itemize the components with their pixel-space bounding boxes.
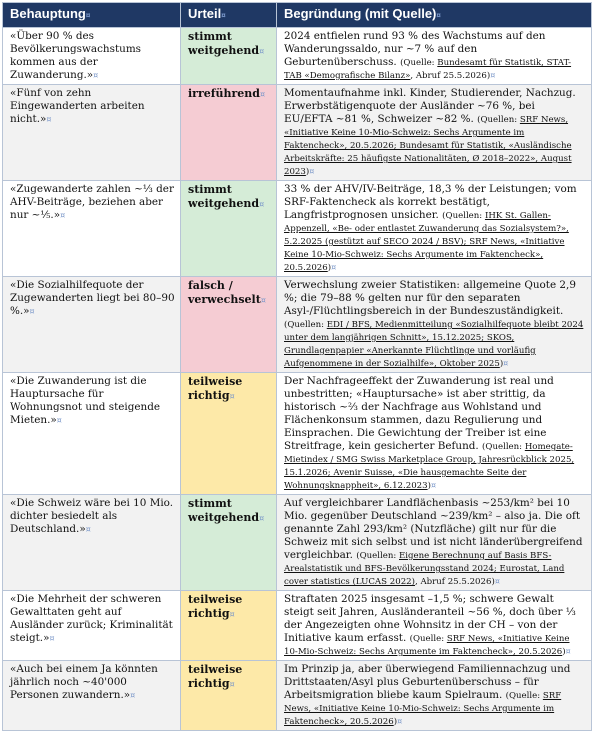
table-row — [3, 28, 592, 85]
source-link[interactable]: Eigene Berechnung auf Basis BFS-Arealstatistik und BFS-Bevölkerungsstand 2024; Eurostat, Land cover statistics (LUCAS 2022) — [284, 551, 565, 587]
verdict-cell: teilweise richtig¤ — [181, 373, 277, 495]
verdict-cell: teilweise richtig¤ — [181, 591, 277, 661]
claim-cell: «Auch bei einem Ja könnten jährlich noch ~40'000 Personen zuwandern.»¤ — [3, 661, 181, 731]
claim-cell: «Die Zuwanderung ist die Hauptursache für Wohnungsnot und steigende Mieten.»¤ — [3, 373, 181, 495]
table-row — [3, 591, 592, 661]
evidence-cell: Momentaufnahme inkl. Kinder, Studierender, Nachzug. Erwerbstätigenquote der Ausländer ~76 %, bei EU/EFTA ~81 %, Schweizer ~82 %. (Quellen: SRF News, «Initiative Keine 10-Mio-Schweiz: Sechs Argumente im Faktencheck», 20.5.2026; Bundesamt für Statistik, «Ausländische Arbeitskräfte: 25 häufigste Nationalitäten, Ø 2018–2022», August 2023)¤ — [277, 85, 592, 181]
table-row — [3, 277, 592, 373]
evidence-cell: Straftaten 2025 insgesamt –1,5 %; schwere Gewalt steigt seit Jahren, Ausländeranteil ~56 %, doch über ⅓ der Angezeigten ohne Wohnsitz in der CH – von der Initiative kaum erfasst. (Quelle: SRF News, «Initiative Keine 10-Mio-Schweiz: Sechs Argumente im Faktencheck», 20.5.2026)¤ — [277, 591, 592, 661]
claim-cell: «Die Sozialhilfequote der Zugewanderten liegt bei 80–90 %.»¤ — [3, 277, 181, 373]
evidence-cell: Auf vergleichbarer Landflächenbasis ~253/km² bei 10 Mio. gegenüber Deutschland ~239/km² – also ja. Die oft genannte Zahl 293/km² (Nutzfläche) gilt nur für die Schweiz mit sich selbst und ist nicht länderübergreifend vergleichbar. (Quellen: Eigene Berechnung auf Basis BFS-Arealstatistik und BFS-Bevölkerungsstand 2024; Eurostat, Land cover statistics (LUCAS 2022), Abruf 25.5.2026)¤ — [277, 495, 592, 591]
evidence-cell: 33 % der AHV/IV-Beiträge, 18,3 % der Leistungen; vom SRF-Faktencheck als korrekt bestätigt, Langfristprognosen unsicher. (Quellen: IHK St. Gallen-Appenzell, «Be- oder entlastet Zuwanderung das Sozialsystem?», 5.2.2025 (gestützt auf SECO 2024 / BSV); SRF News, «Initiative Keine 10-Mio-Schweiz: Sechs Argumente im Faktencheck», 20.5.2026)¤ — [277, 181, 592, 277]
claim-cell: «Zugewanderte zahlen ~⅓ der AHV-Beiträge, beziehen aber nur ~⅕.»¤ — [3, 181, 181, 277]
table-row — [3, 661, 592, 731]
claim-cell: «Die Mehrheit der schweren Gewalttaten geht auf Ausländer zurück; Kriminalität steigt.»¤ — [3, 591, 181, 661]
source-link[interactable]: Bundesamt für Statistik, STAT-TAB «Demografische Bilanz» — [284, 58, 572, 81]
claim-cell: «Fünf von zehn Eingewanderten arbeiten nicht.»¤ — [3, 85, 181, 181]
evidence-cell: 2024 entfielen rund 93 % des Wachstums auf den Wanderungssaldo, nur ~7 % auf den Geburtenüberschuss. (Quelle: Bundesamt für Statistik, STAT-TAB «Demografische Bilanz», Abruf 25.5.2026)¤ — [277, 28, 592, 85]
evidence-cell: Der Nachfrageeffekt der Zuwanderung ist real und unbestritten; «Hauptursache» ist aber strittig, da historisch ~⅔ der Nachfrage aus Wohlstand und Flächenkonsum stammen, dazu Regulierung und Einsprachen. Die Gewichtung der Treiber ist eine Streitfrage, kein gesicherter Befund. (Quellen: Homegate-Mietindex / SMG Swiss Marketplace Group, Jahresrückblick 2025, 15.1.2026; Avenir Suisse, «Die hausgemachte Seite der Wohnungsknappheit», 6.12.2023)¤ — [277, 373, 592, 495]
verdict-cell: stimmt weitgehend¤ — [181, 181, 277, 277]
source-link[interactable]: IHK St. Gallen-Appenzell, «Be- oder entlastet Zuwanderung das Sozialsystem?», 5.2.2025 (gestützt auf SECO 2024 / BSV); SRF News, «Initiative Keine 10-Mio-Schweiz: Sechs Argumente im Faktencheck», 20.5.2026 — [284, 211, 569, 273]
verdict-cell: stimmt weitgehend¤ — [181, 495, 277, 591]
header-evidence: Begründung (mit Quelle)¤ — [277, 3, 592, 28]
claim-cell: «Über 90 % des Bevölkerungswachstums kommen aus der Zuwanderung.»¤ — [3, 28, 181, 85]
evidence-cell: Im Prinzip ja, aber überwiegend Familiennachzug und Drittstaaten/Asyl plus Geburtenüberschuss – für Arbeitsmigration bliebe kaum Spielraum. (Quelle: SRF News, «Initiative Keine 10-Mio-Schweiz: Sechs Argumente im Faktencheck», 20.5.2026)¤ — [277, 661, 592, 731]
header-verdict: Urteil¤ — [181, 3, 277, 28]
verdict-cell: irreführend¤ — [181, 85, 277, 181]
source-link[interactable]: SRF News, «Initiative Keine 10-Mio-Schweiz: Sechs Argumente im Faktencheck», 20.5.2026 — [284, 691, 562, 727]
table-row — [3, 495, 592, 591]
verdict-cell: stimmt weitgehend¤ — [181, 28, 277, 85]
table-header-row — [3, 3, 592, 28]
source-link[interactable]: EDI / BFS, Medienmitteilung «Sozialhilfequote bleibt 2024 unter dem langjährigen Schnitt», 15.12.2025; SKOS, Grundlagenpapier «Anerkannte Flüchtlinge und vorläufig Aufgenommene in der Sozialhilfe», Oktober 2025 — [284, 320, 584, 369]
fact-check-table — [2, 2, 592, 731]
table-row — [3, 85, 592, 181]
verdict-cell: teilweise richtig¤ — [181, 661, 277, 731]
source-link[interactable]: Homegate-Mietindex / SMG Swiss Marketplace Group, Jahresrückblick 2025, 15.1.2026; Avenir Suisse, «Die hausgemachte Seite der Wohnungsknappheit», 6.12.2023 — [284, 442, 575, 491]
claim-cell: «Die Schweiz wäre bei 10 Mio. dichter besiedelt als Deutschland.»¤ — [3, 495, 181, 591]
verdict-cell: falsch / verwechselt¤ — [181, 277, 277, 373]
source-link[interactable]: SRF News, «Initiative Keine 10-Mio-Schweiz: Sechs Argumente im Faktencheck», 20.5.2026; Bundesamt für Statistik, «Ausländische Arbeitskräfte: 25 häufigste Nationalitäten, Ø 2018–2022», August 2023 — [284, 115, 572, 177]
table-row — [3, 373, 592, 495]
evidence-cell: Verwechslung zweier Statistiken: allgemeine Quote 2,9 %; die 79–88 % gelten nur für den separaten Asyl-/Flüchtlingsbereich in der Bundeszuständigkeit. (Quellen: EDI / BFS, Medienmitteilung «Sozialhilfequote bleibt 2024 unter dem langjährigen Schnitt», 15.12.2025; SKOS, Grundlagenpapier «Anerkannte Flüchtlinge und vorläufig Aufgenommene in der Sozialhilfe», Oktober 2025)¤ — [277, 277, 592, 373]
document-page — [2, 2, 592, 727]
source-link[interactable]: SRF News, «Initiative Keine 10-Mio-Schweiz: Sechs Argumente im Faktencheck», 20.5.2026 — [284, 634, 570, 657]
table-row — [3, 181, 592, 277]
header-claim: Behauptung¤ — [3, 3, 181, 28]
